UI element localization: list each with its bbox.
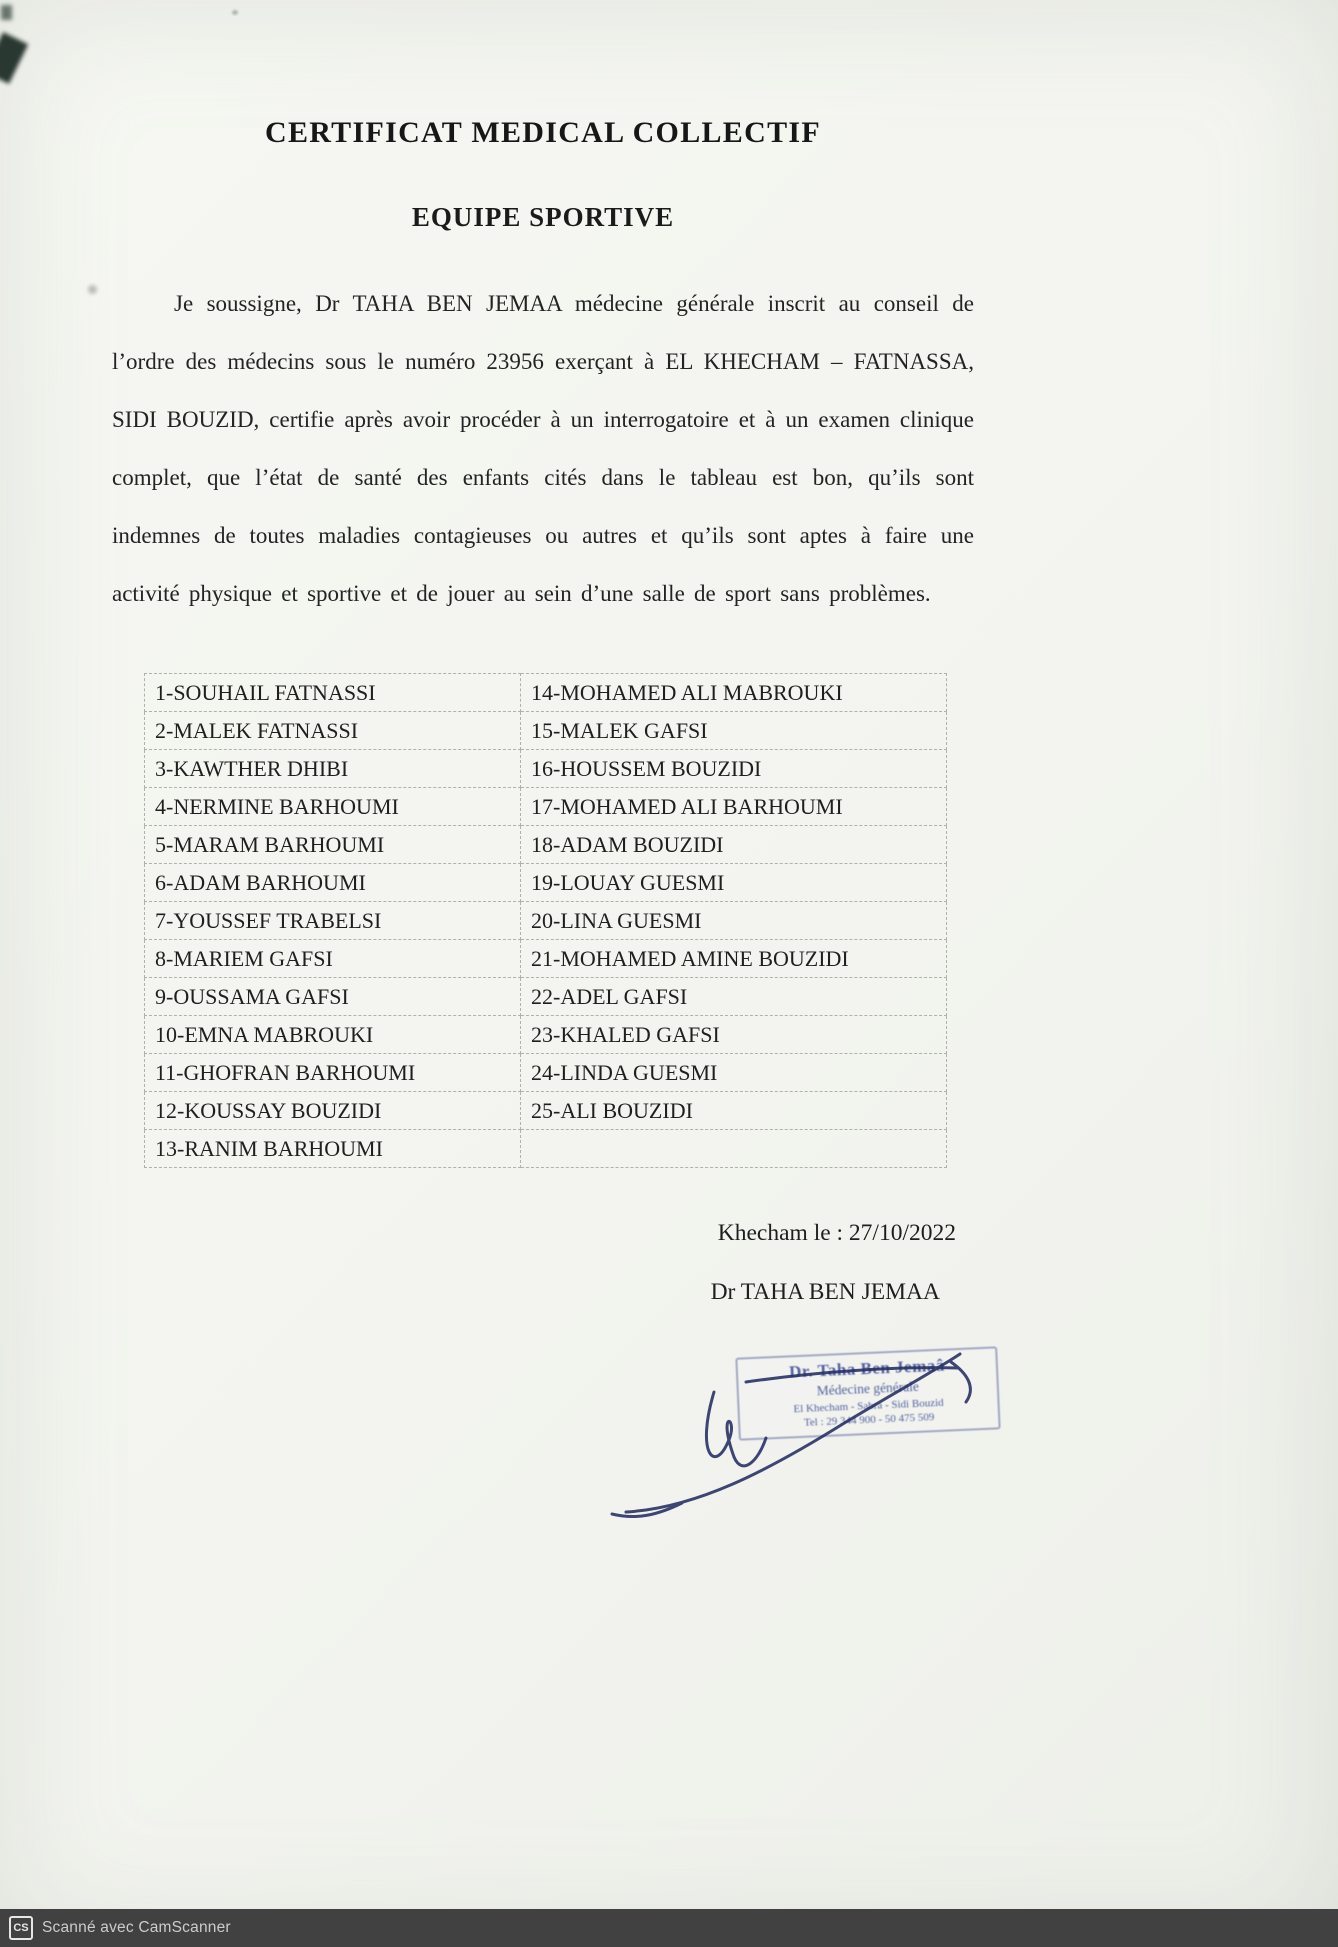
document-content <box>112 100 974 1306</box>
table-cell: 19-LOUAY GUESMI <box>521 864 947 902</box>
scan-artifact-dot <box>232 10 238 15</box>
table-cell: 3-KAWTHER DHIBI <box>145 750 521 788</box>
table-row <box>145 1130 947 1168</box>
table-cell: 13-RANIM BARHOUMI <box>145 1130 521 1168</box>
table-row <box>145 1054 947 1092</box>
table-cell: 1-SOUHAIL FATNASSI <box>145 674 521 712</box>
table-cell: 22-ADEL GAFSI <box>521 978 947 1016</box>
table-row <box>145 978 947 1016</box>
table-cell <box>521 1130 947 1168</box>
camscanner-logo-icon: CS <box>9 1916 33 1940</box>
table-cell: 21-MOHAMED AMINE BOUZIDI <box>521 940 947 978</box>
doctor-stamp <box>735 1346 1000 1440</box>
table-row <box>145 1016 947 1054</box>
table-cell: 24-LINDA GUESMI <box>521 1054 947 1092</box>
table-row <box>145 864 947 902</box>
table-cell: 14-MOHAMED ALI MABROUKI <box>521 674 947 712</box>
table-cell: 18-ADAM BOUZIDI <box>521 826 947 864</box>
table-cell: 20-LINA GUESMI <box>521 902 947 940</box>
table-row <box>145 940 947 978</box>
table-cell: 5-MARAM BARHOUMI <box>145 826 521 864</box>
stamp-specialty: Médecine générale <box>816 1378 920 1399</box>
names-table <box>144 673 947 1168</box>
camscanner-footer-text: Scanné avec CamScanner <box>42 1919 231 1936</box>
table-row <box>145 712 947 750</box>
table-cell: 2-MALEK FATNASSI <box>145 712 521 750</box>
scan-smudge <box>85 283 100 296</box>
scan-artifact-corner <box>1 5 12 20</box>
table-row <box>145 750 947 788</box>
table-cell: 23-KHALED GAFSI <box>521 1016 947 1054</box>
document-subtitle: EQUIPE SPORTIVE <box>411 202 675 232</box>
table-cell: 11-GHOFRAN BARHOUMI <box>145 1054 521 1092</box>
table-cell: 10-EMNA MABROUKI <box>145 1016 521 1054</box>
table-row <box>145 826 947 864</box>
table-cell: 16-HOUSSEM BOUZIDI <box>521 750 947 788</box>
signatory-name: Dr TAHA BEN JEMAA <box>710 1279 940 1305</box>
table-cell: 17-MOHAMED ALI BARHOUMI <box>521 788 947 826</box>
camscanner-footer-bar <box>0 1909 1338 1947</box>
certificate-body-paragraph: Je soussigne, Dr TAHA BEN JEMAA médecine générale inscrit au conseil de l’ordre des médecins sous le numéro 23956 exerçant à EL KHECHAM – FATNASSA, SIDI BOUZID, certifie après avoir procéder à un interrogatoire et à un examen clinique complet, que l’état de santé des enfants cités dans le tableau est bon, qu’ils sont indemnes de toutes maladies contagieuses ou autres et qu’ils sont aptes à faire une activité physique et sportive et de jouer au sein d’une salle de sport sans problèmes. <box>112 291 974 606</box>
table-cell: 8-MARIEM GAFSI <box>145 940 521 978</box>
table-cell: 4-NERMINE BARHOUMI <box>145 788 521 826</box>
table-cell: 12-KOUSSAY BOUZIDI <box>145 1092 521 1130</box>
table-cell: 9-OUSSAMA GAFSI <box>145 978 521 1016</box>
stamp-doctor-name: Dr. Taha Ben Jemaâ <box>788 1355 946 1382</box>
scan-artifact-corner <box>0 32 28 84</box>
table-cell: 25-ALI BOUZIDI <box>521 1092 947 1130</box>
stamp-phone: Tel : 29 344 900 - 50 475 509 <box>803 1411 935 1429</box>
table-row <box>145 1092 947 1130</box>
table-row <box>145 902 947 940</box>
table-row <box>145 788 947 826</box>
table-cell: 15-MALEK GAFSI <box>521 712 947 750</box>
table-cell: 7-YOUSSEF TRABELSI <box>145 902 521 940</box>
place-and-date: Khecham le : 27/10/2022 <box>717 1220 956 1246</box>
table-cell: 6-ADAM BARHOUMI <box>145 864 521 902</box>
stamp-address: El Khecham - Sabra - Sidi Bouzid <box>793 1396 944 1416</box>
document-title: CERTIFICAT MEDICAL COLLECTIF <box>265 116 821 149</box>
table-row <box>145 674 947 712</box>
